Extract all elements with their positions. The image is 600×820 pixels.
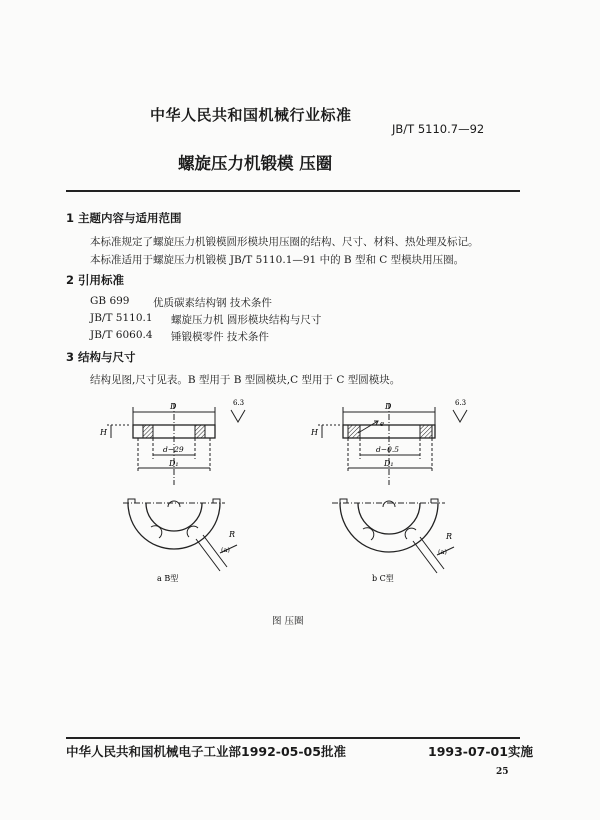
section-1-para-1: 本标准规定了螺旋压力机锻模圆形模块用压圈的结构、尺寸、材料、热处理及标记。	[90, 236, 479, 248]
fig-c-label-a: (a)	[438, 548, 447, 556]
document-title: 螺旋压力机锻模 压圈	[178, 154, 333, 173]
ref-code-2: JB/T 5110.1	[90, 312, 153, 324]
fig-b-label-R: R	[229, 530, 236, 539]
fig-c-roughness: 6.3	[455, 399, 467, 407]
ref-name-3: 锤锻模零件 技术条件	[171, 331, 269, 343]
standard-org-title: 中华人民共和国机械行业标准	[150, 106, 352, 124]
section-heading-3: 3 结构与尺寸	[66, 350, 136, 364]
section-1-para-2: 本标准适用于螺旋压力机锻模 JB/T 5110.1—91 中的 B 型和 C 型模块用压圈。	[90, 254, 465, 266]
section-3-para-1: 结构见图,尺寸见表。B 型用于 B 型圆模块,C 型用于 C 型圆模块。	[90, 374, 401, 386]
footer-rule	[66, 737, 520, 739]
standard-code: JB/T 5110.7—92	[392, 122, 485, 136]
fig-b-roughness: 6.3	[233, 399, 245, 407]
fig-c-label-d: d−0.5	[376, 445, 400, 454]
ref-name-2: 螺旋压力机 圆形模块结构与尺寸	[171, 314, 322, 326]
figure-c-type	[310, 395, 485, 600]
fig-c-label-D1: D₁	[384, 459, 394, 468]
approval-line: 中华人民共和国机械电子工业部1992-05-05批准	[66, 744, 346, 759]
section-heading-1: 1 主题内容与适用范围	[66, 211, 182, 225]
fig-c-label-D: D	[385, 402, 392, 411]
fig-b-label-D: D	[170, 402, 177, 411]
ref-name-1: 优质碳素结构钢 技术条件	[153, 297, 272, 309]
fig-c-caption: b C型	[372, 574, 394, 583]
ref-code-1: GB 699	[90, 295, 130, 307]
figure-caption: 图 压圈	[272, 616, 304, 627]
page-number: 25	[496, 767, 509, 777]
implementation-date: 1993-07-01实施	[428, 744, 533, 759]
fig-b-label-a: (a)	[221, 546, 230, 554]
fig-b-label-d: d−29	[163, 445, 184, 454]
fig-c-label-H: H	[311, 428, 318, 437]
fig-b-caption: a B型	[157, 574, 179, 583]
fig-b-label-H: H	[100, 428, 107, 437]
header-rule	[66, 190, 520, 192]
section-heading-2: 2 引用标准	[66, 273, 125, 287]
figure-b-type	[95, 395, 270, 600]
fig-c-label-R: R	[446, 532, 453, 541]
fig-b-label-D1: D₁	[169, 459, 179, 468]
ref-code-3: JB/T 6060.4	[90, 329, 153, 341]
fig-c-label-e: e	[380, 420, 385, 428]
